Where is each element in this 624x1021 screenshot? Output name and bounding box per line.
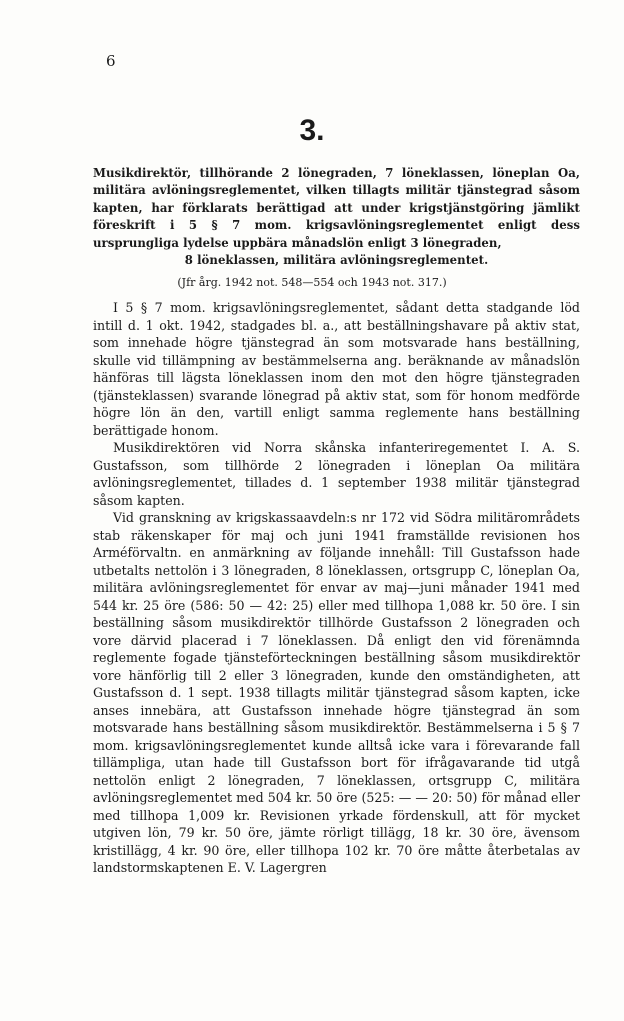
paragraph: I 5 § 7 mom. krigsavlöningsreglementet, sådant detta stadgande löd intill d. 1 okt. 1942, stadgades bl. a., att beställningshavare på aktiv stat, som innehade högre tjänstegrad än som motsvarade hans beställning, skulle vid tillämpning av bestämmelserna ang. beräknande av månadslön hänföras till lägsta löneklassen inom den mot den högre tjänstegraden (tjänsteklassen) svarande lönegrad på aktiv stat, som för honom medförde högre lön än den, vartill enligt samma reglemente hans beställning berättigade honom.	[93, 300, 580, 438]
section-number: 3.	[299, 114, 325, 147]
heading-text: Musikdirektör, tillhörande 2 lönegraden, 7 löneklassen, löneplan Oa, militära avlöningsreglementet, vilken tillagts militär tjänstegrad såsom kapten, har förklarats berättigad att under krigstjänstgöring jämlikt föreskrift i 5 § 7 mom. krigsavlöningsreglementet enligt dess ursprungliga lydelse uppbära månadslön enligt 3 lönegraden,	[93, 166, 580, 250]
heading-last-line: 8 löneklassen, militära avlöningsreglementet.	[184, 253, 489, 268]
paragraph: Musikdirektören vid Norra skånska infanteriregementet I. A. S. Gustafsson, som tillhörde 2 lönegraden i löneplan Oa militära avlöningsreglementet, tillades d. 1 september 1938 militär tjänstegrad såsom kapten.	[93, 440, 580, 508]
page-number: 6	[106, 52, 116, 70]
body-text	[93, 299, 580, 877]
cross-reference: (Jfr årg. 1942 not. 548—554 och 1943 not. 317.)	[177, 276, 447, 289]
section-heading	[93, 165, 580, 269]
paragraph: Vid granskning av krigskassaavdeln:s nr 172 vid Södra militärområdets stab räkenskaper för maj och juni 1941 framställde revisionen hos Arméförvaltn. en anmärkning av följande innehåll: Till Gustafsson hade utbetalts nettolön i 3 lönegraden, 8 löneklassen, ortsgrupp C, löneplan Oa, militära avlöningsreglementet för envar av maj—juni månader 1941 med 544 kr. 25 öre (586: 50 — 42: 25) eller med tillhopa 1,088 kr. 50 öre. I sin beställning såsom musikdirektör tillhörde Gustafsson 2 lönegraden och vore därvid placerad i 7 löneklassen. Då enligt den vid förenämnda reglemente fogade tjänsteförteckningen beställning såsom musikdirektör vore hänförlig till 2 eller 3 lönegraden, kunde den omständigheten, att Gustafsson d. 1 sept. 1938 tillagts militär tjänstegrad såsom kapten, icke anses innebära, att Gustafsson innehade högre tjänstegrad än som motsvarade hans beställning såsom musikdirektör. Bestämmelserna i 5 § 7 mom. krigsavlöningsreglementet kunde alltså icke vara i förevarande fall tillämpliga, utan hade till Gustafsson bort för ifrågavarande tid utgå nettolön enligt 2 lönegraden, 7 löneklassen, ortsgrupp C, militära avlöningsreglementet med 504 kr. 50 öre (525: — — 20: 50) för månad eller med tillhopa 1,009 kr. Revisionen yrkade fördenskull, att för mycket utgiven lön, 79 kr. 50 öre, jämte rörligt tillägg, 18 kr. 30 öre, ävensom kristillägg, 4 kr. 90 öre, eller tillhopa 102 kr. 70 öre måtte återbetalas av landstormskaptenen E. V. Lagergren	[93, 510, 580, 875]
